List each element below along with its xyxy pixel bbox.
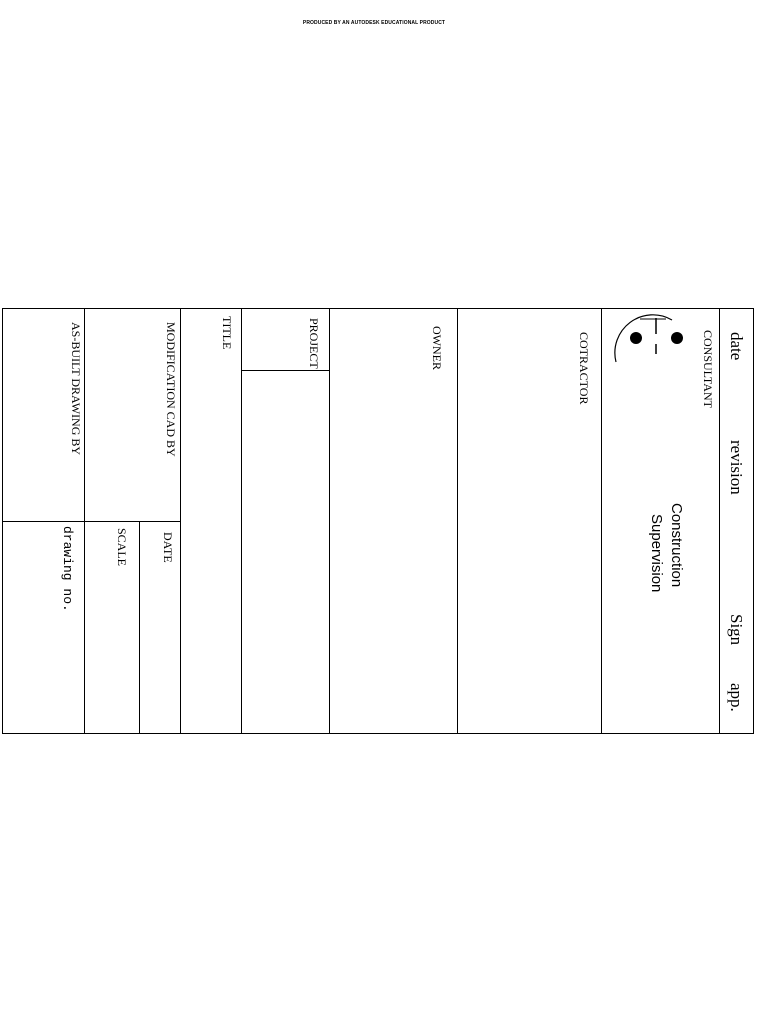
date-label: DATE	[161, 532, 175, 563]
frame-bottom-line	[2, 733, 754, 734]
divider-consultant	[601, 308, 602, 734]
revision-date-label: date	[727, 332, 746, 361]
drawing-no-label: drawing no.	[60, 526, 75, 612]
divider-lower-section	[2, 521, 181, 522]
consultant-logo-icon	[614, 314, 694, 374]
frame-top-line	[2, 308, 754, 309]
consultant-name-line2: Supervision	[648, 514, 665, 593]
divider-contractor	[457, 308, 458, 734]
as-built-drawing-by-label: AS-BUILT DRAWING BY	[69, 322, 83, 456]
project-label: PROJECT	[307, 318, 321, 369]
divider-date-scale	[139, 521, 140, 734]
revision-sign-label: Sign	[727, 614, 746, 646]
divider-project	[241, 308, 242, 734]
modification-cad-by-label: MODIFICATION CAD BY	[164, 322, 178, 457]
divider-revision	[719, 308, 720, 734]
revision-app-label: app.	[727, 683, 746, 712]
consultant-label: CONSULTANT	[701, 330, 715, 408]
divider-owner	[329, 308, 330, 734]
consultant-name-line1: Construction	[668, 503, 685, 588]
header-note: PRODUCED BY AN AUTODESK EDUCATIONAL PRODUCT	[302, 20, 446, 26]
frame-right-line	[753, 308, 754, 734]
title-label: TITLE	[220, 316, 234, 350]
scale-label: SCALE	[115, 528, 129, 567]
contractor-label: COTRACTOR	[577, 332, 591, 405]
divider-project-header	[241, 370, 330, 371]
owner-label: OWNER	[430, 326, 444, 370]
revision-revision-label: revision	[727, 440, 746, 495]
